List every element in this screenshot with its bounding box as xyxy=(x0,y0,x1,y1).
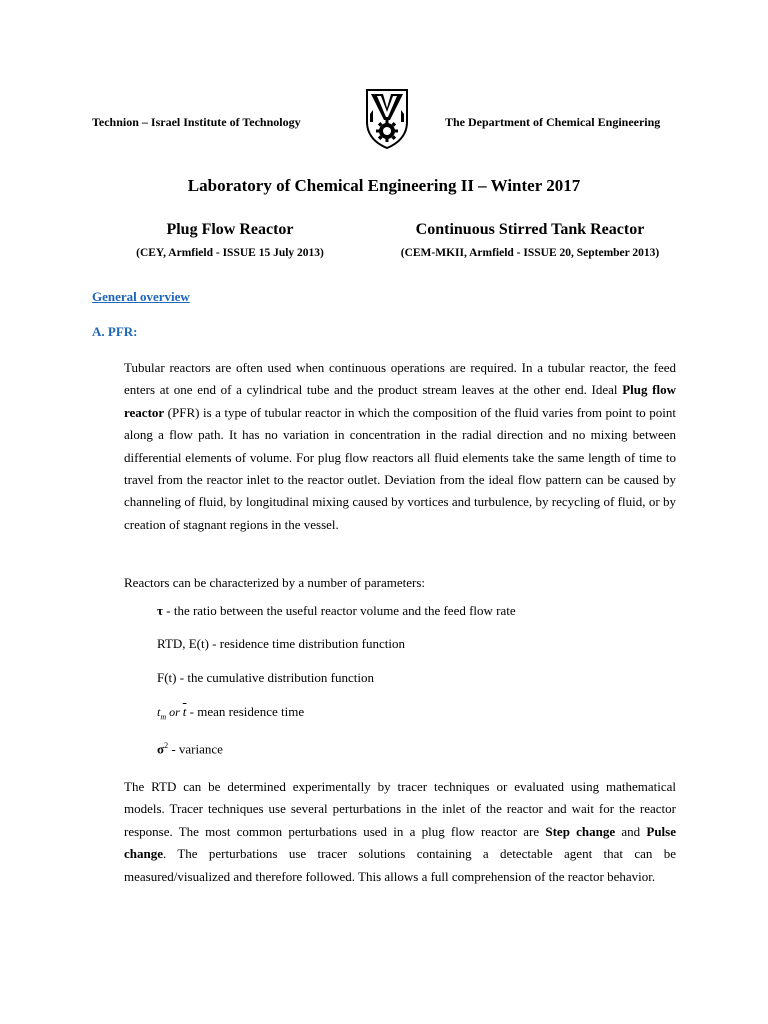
technion-logo-icon xyxy=(364,88,410,150)
document-title: Laboratory of Chemical Engineering II – Winter 2017 xyxy=(187,176,581,195)
sigma-symbol: σ xyxy=(157,741,165,757)
parameter-text: - the ratio between the useful reactor volume and the feed flow rate xyxy=(163,603,516,618)
tm-t: t xyxy=(157,705,161,719)
cstr-title: Continuous Stirred Tank Reactor xyxy=(415,221,645,238)
tau-symbol: τ xyxy=(157,603,163,618)
parameter-tau xyxy=(157,603,516,619)
parameter-mean-time xyxy=(157,704,304,721)
paragraph-pfr-intro xyxy=(124,357,676,536)
parameter-text: - variance xyxy=(168,741,223,757)
tbar-symbol: $\overline{t}$ xyxy=(182,704,187,719)
tm-sub: m xyxy=(160,712,167,722)
parameter-ft: F(t) - the cumulative distribution function xyxy=(157,670,374,685)
paragraph-parameters-intro: Reactors can be characterized by a number of parameters: xyxy=(124,575,426,590)
or-word: or xyxy=(166,705,183,719)
parameter-rtd: RTD, E(t) - residence time distribution function xyxy=(157,636,405,651)
tm-symbol xyxy=(157,705,167,722)
parameter-text: - mean residence time xyxy=(186,704,305,719)
pfr-title: Plug Flow Reactor xyxy=(166,221,294,238)
bold-term: Plug flow reactor xyxy=(124,382,676,420)
bold-term: Pulse change xyxy=(124,823,676,862)
paragraph-text: . The perturbations use tracer solutions containing a detectable agent that can be measured/visualized and therefore followed. This allows a full comprehension of the reactor behavior. xyxy=(124,846,676,884)
paragraph-text: and xyxy=(615,823,647,839)
pfr-issue: (CEY, Armfield - ISSUE 15 July 2013) xyxy=(136,247,324,259)
sigma-sup: 2 xyxy=(164,741,169,750)
department-name: The Department of Chemical Engineering xyxy=(445,115,661,129)
cstr-issue: (CEM-MKII, Armfield - ISSUE 20, September 2013) xyxy=(400,247,660,259)
institute-name: Technion – Israel Institute of Technology xyxy=(92,115,301,129)
parameter-variance xyxy=(157,741,223,757)
general-overview-link[interactable]: General overview xyxy=(92,289,190,304)
paragraph-rtd xyxy=(124,776,676,888)
section-heading-pfr: A. PFR: xyxy=(92,324,138,339)
paragraph-text: (PFR) is a type of tubular reactor in which the composition of the fluid varies from point to point along a flow path. It has no variation in concentration in the radial direction and no mixing between differential elements of volume. For plug flow reactors all fluid elements take the same length of time to travel from the reactor inlet to the reactor outlet. Deviation from the ideal flow pattern can be caused by channeling of fluid, by longitudinal mixing caused by vortices and turbulence, by recycling of fluid, or by creation of stagnant regions in the vessel. xyxy=(124,404,676,532)
paragraph-text: Tubular reactors are often used when continuous operations are required. In a tubular reactor, the feed enters at one end of a cylindrical tube and the product stream leaves at the other end. Ideal xyxy=(124,360,676,398)
paragraph-text: The RTD can be determined experimentally by tracer techniques or evaluated using mathematical models. Tracer techniques use several perturbations in the inlet of the reactor and wait for the reactor response. The most common perturbations used in a plug flow reactor are xyxy=(124,779,676,839)
bold-term: Step change xyxy=(545,823,616,839)
